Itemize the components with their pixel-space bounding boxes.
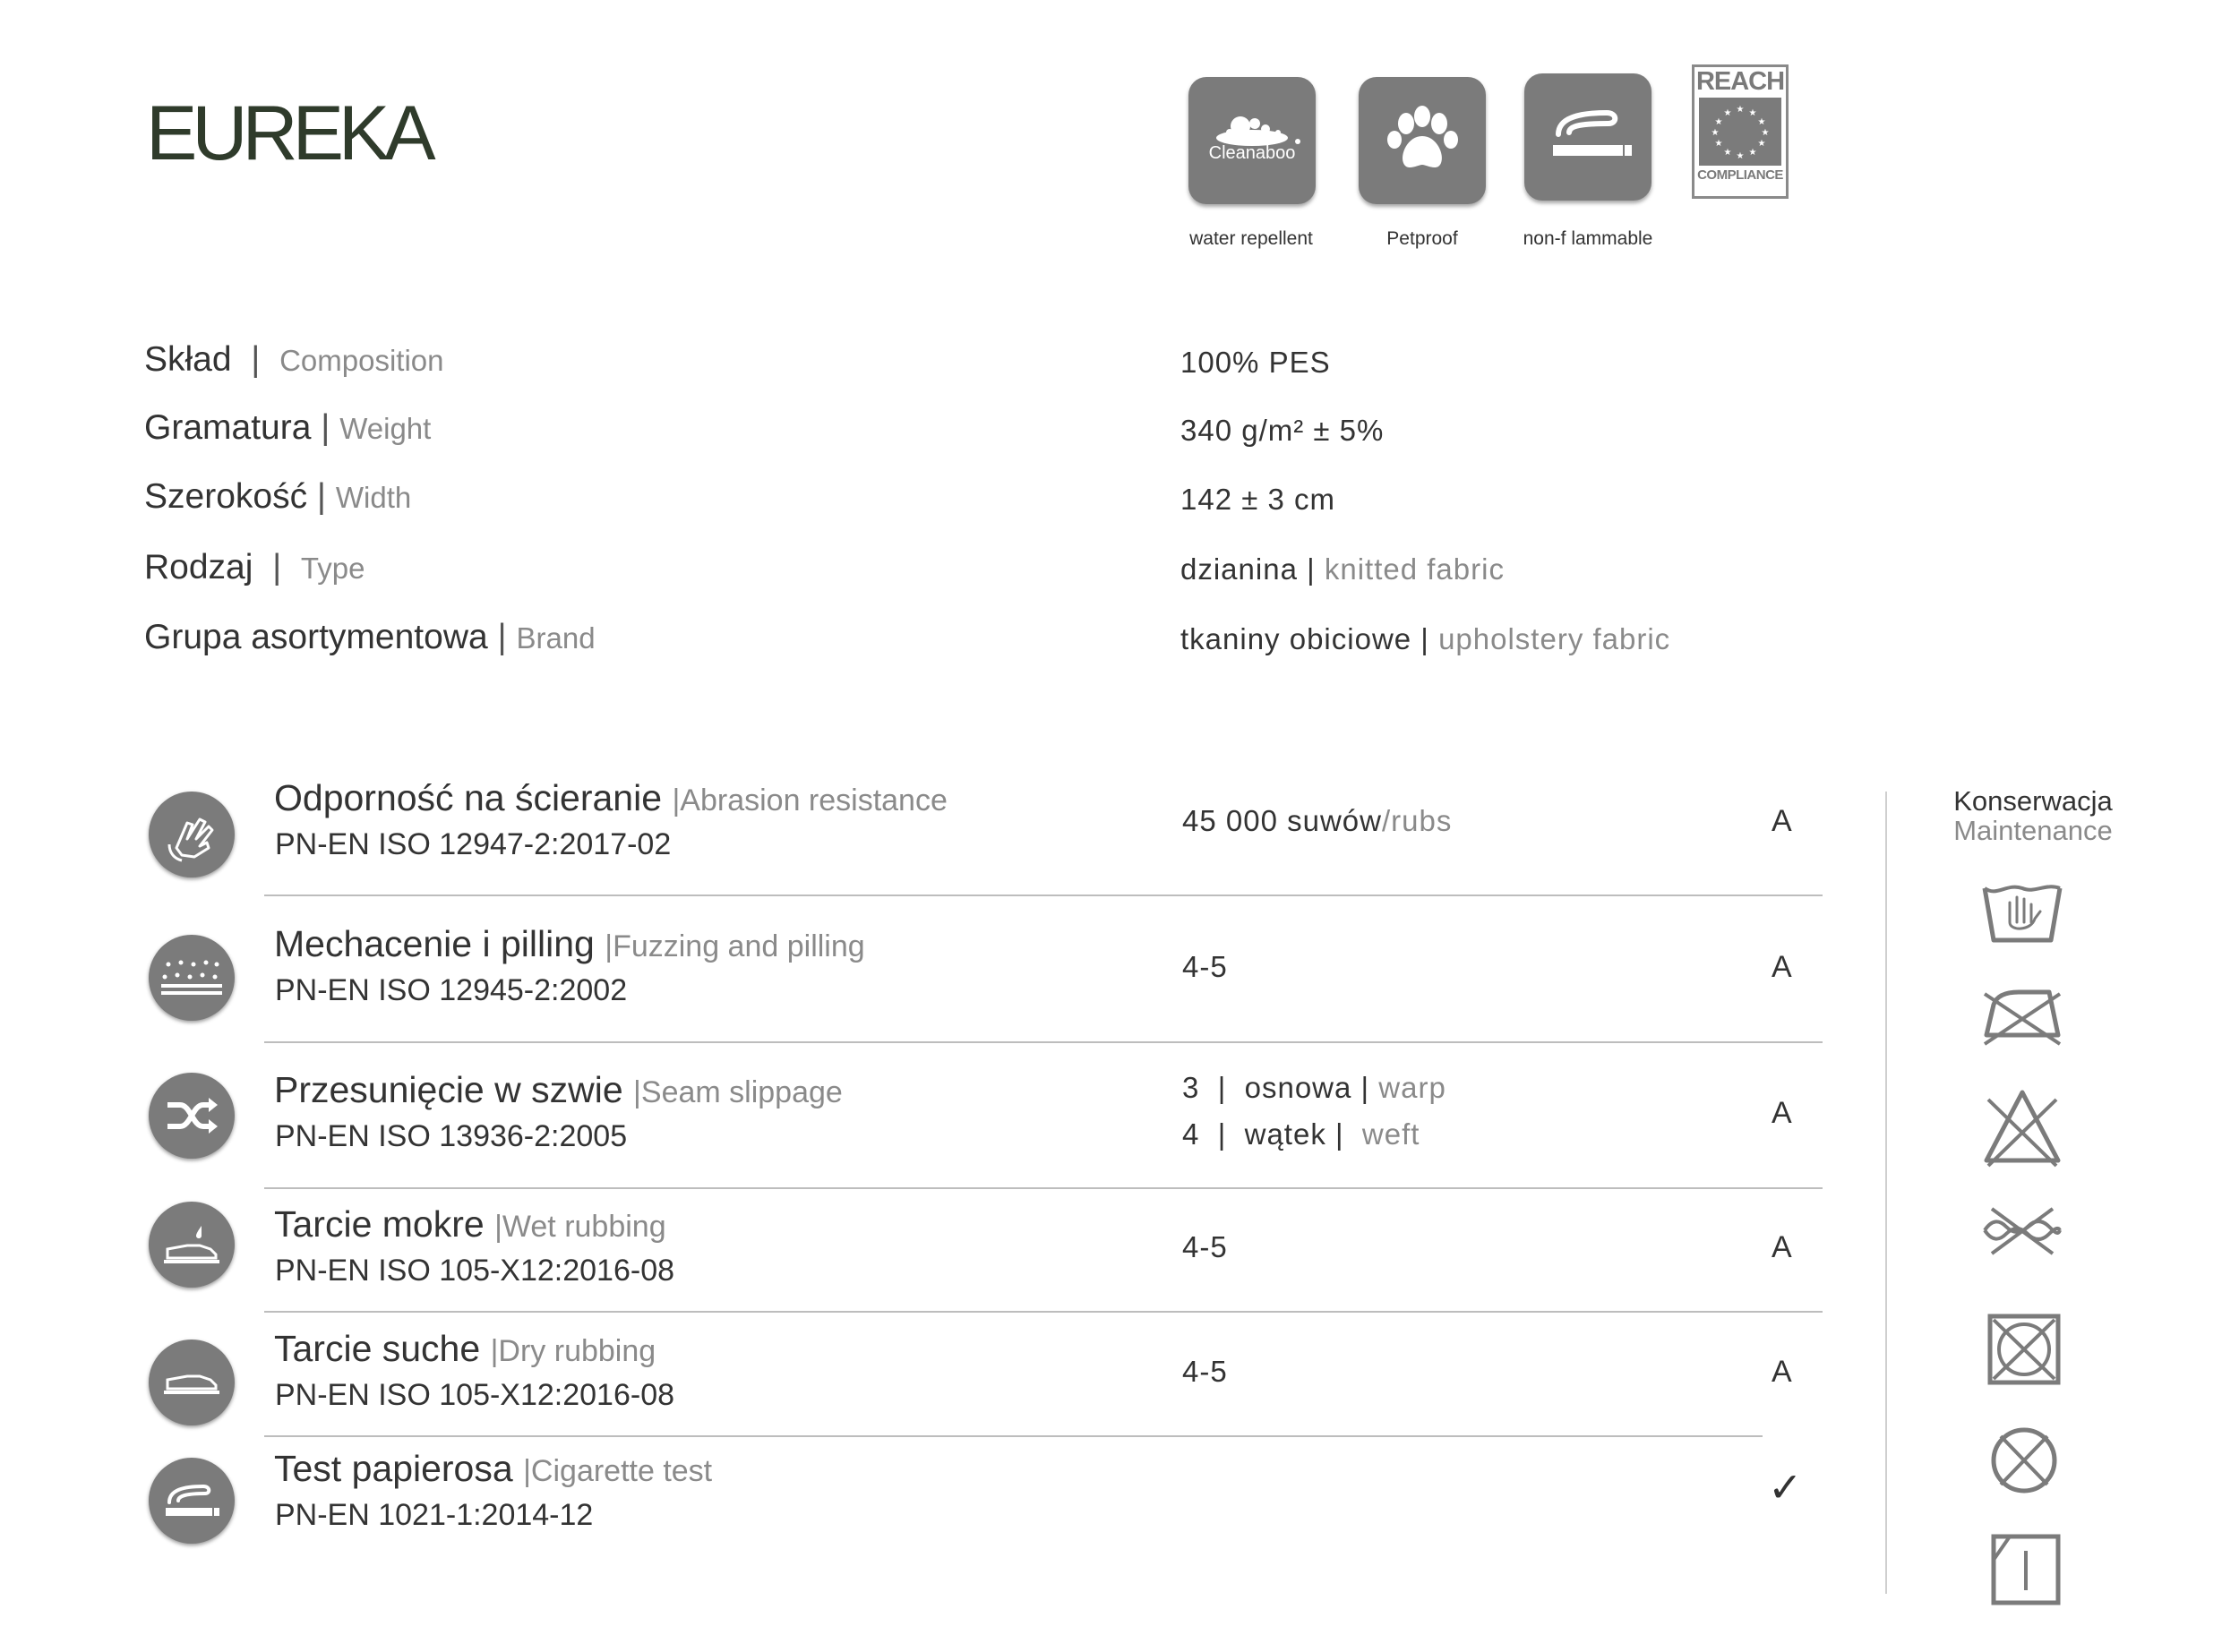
row-divider: [264, 894, 1823, 896]
do-not-wring-icon: [1979, 1203, 2065, 1259]
paw-icon: [1359, 77, 1486, 204]
test-name-dry-rubbing: Tarcie suche |Dry rubbing: [274, 1328, 656, 1369]
dry-rubbing-icon: [149, 1340, 235, 1425]
eu-stars-icon: [1699, 98, 1781, 166]
spec-label-composition: Skład | Composition: [144, 340, 444, 379]
badge-label-non-flammable: non-f lammable: [1523, 228, 1653, 249]
test-standard-cigarette: PN-EN 1021-1:2014-12: [275, 1498, 594, 1532]
test-grade-seam-slippage: A: [1772, 1096, 1792, 1130]
test-name-cigarette: Test papierosa |Cigarette test: [274, 1448, 713, 1489]
svg-text:★: ★: [1761, 128, 1770, 138]
cleanaboo-badge: [1188, 77, 1316, 204]
test-name-pilling: Mechacenie i pilling |Fuzzing and pilling: [274, 923, 865, 964]
test-standard-pilling: PN-EN ISO 12945-2:2002: [275, 973, 628, 1007]
cigarette-icon: [1524, 73, 1651, 201]
test-result-abrasion: 45 000 suwów/rubs: [1182, 804, 1453, 837]
test-grade-dry-rubbing: A: [1772, 1355, 1792, 1389]
test-name-wet-rubbing: Tarcie mokre |Wet rubbing: [274, 1203, 666, 1245]
svg-text:★: ★: [1723, 108, 1732, 118]
reach-compliance-badge: [1692, 64, 1789, 199]
reach-title: REACH: [1695, 67, 1785, 96]
do-not-tumble-dry-icon: [1986, 1313, 2062, 1386]
test-standard-dry-rubbing: PN-EN ISO 105-X12:2016-08: [275, 1378, 675, 1412]
petproof-badge: [1359, 77, 1486, 204]
reach-subtitle: COMPLIANCE: [1697, 167, 1783, 183]
non-flammable-badge: [1524, 73, 1651, 201]
cigarette-test-icon: [149, 1458, 235, 1544]
pilling-dots-icon: [149, 935, 235, 1021]
spec-label-weight: Gramatura | Weight: [144, 408, 432, 447]
row-divider: [264, 1311, 1823, 1313]
row-divider: [264, 1041, 1823, 1043]
spec-value-type: dzianina | knitted fabric: [1180, 552, 1505, 586]
svg-text:★: ★: [1757, 139, 1766, 149]
test-grade-cigarette-checkmark: ✓: [1768, 1463, 1803, 1511]
seam-shuffle-icon: [149, 1073, 235, 1159]
maintenance-title: Konserwacja Maintenance: [1953, 785, 2113, 846]
test-standard-wet-rubbing: PN-EN ISO 105-X12:2016-08: [275, 1254, 675, 1288]
test-grade-wet-rubbing: A: [1772, 1230, 1792, 1264]
line-dry-icon: [1990, 1533, 2062, 1606]
spec-value-width: 142 ± 3 cm: [1180, 483, 1336, 516]
abrasion-hand-icon: [149, 792, 235, 877]
do-not-dry-clean-icon: [1986, 1424, 2062, 1497]
spec-value-brand: tkaniny obiciowe | upholstery fabric: [1180, 622, 1671, 655]
spec-label-brand: Grupa asortymentowa | Brand: [144, 618, 596, 656]
row-divider: [264, 1187, 1823, 1189]
svg-text:★: ★: [1757, 117, 1766, 127]
spec-label-type: Rodzaj | Type: [144, 548, 365, 586]
svg-text:★: ★: [1711, 128, 1720, 138]
cleanaboo-icon: [1188, 77, 1316, 204]
svg-text:★: ★: [1714, 117, 1723, 127]
svg-text:★: ★: [1748, 108, 1757, 118]
spec-label-width: Szerokość | Width: [144, 477, 412, 516]
maintenance-divider: [1885, 792, 1887, 1594]
test-result-pilling: 4-5: [1182, 950, 1228, 983]
do-not-iron-icon: [1979, 983, 2065, 1051]
badge-label-water-repellent: water repellent: [1189, 228, 1313, 249]
test-result-wet-rubbing: 4-5: [1182, 1230, 1228, 1263]
spec-value-weight: 340 g/m² ± 5%: [1180, 414, 1385, 447]
spec-value-composition: 100% PES: [1180, 346, 1331, 379]
test-standard-abrasion: PN-EN ISO 12947-2:2017-02: [275, 827, 672, 861]
test-name-abrasion: Odporność na ścieranie |Abrasion resistance: [274, 777, 948, 818]
svg-text:★: ★: [1723, 148, 1732, 158]
row-divider: [264, 1435, 1763, 1437]
do-not-bleach-icon: [1979, 1087, 2065, 1169]
svg-text:★: ★: [1736, 105, 1745, 115]
svg-text:★: ★: [1736, 151, 1745, 161]
product-title: EUREKA: [146, 90, 431, 176]
test-grade-abrasion: A: [1772, 804, 1792, 838]
test-result-weft: 4 | wątek | weft: [1182, 1117, 1420, 1151]
badge-label-petproof: Petproof: [1386, 228, 1458, 249]
wet-rubbing-icon: [149, 1202, 235, 1288]
test-name-seam-slippage: Przesunięcie w szwie |Seam slippage: [274, 1069, 843, 1110]
test-result-warp: 3 | osnowa | warp: [1182, 1071, 1446, 1104]
cleanaboo-logo-text: Cleanaboo: [1208, 143, 1296, 163]
hand-wash-icon: [1979, 876, 2065, 947]
svg-text:★: ★: [1748, 148, 1757, 158]
svg-text:★: ★: [1714, 139, 1723, 149]
test-result-dry-rubbing: 4-5: [1182, 1355, 1228, 1388]
test-standard-seam-slippage: PN-EN ISO 13936-2:2005: [275, 1119, 628, 1153]
test-grade-pilling: A: [1772, 950, 1792, 984]
